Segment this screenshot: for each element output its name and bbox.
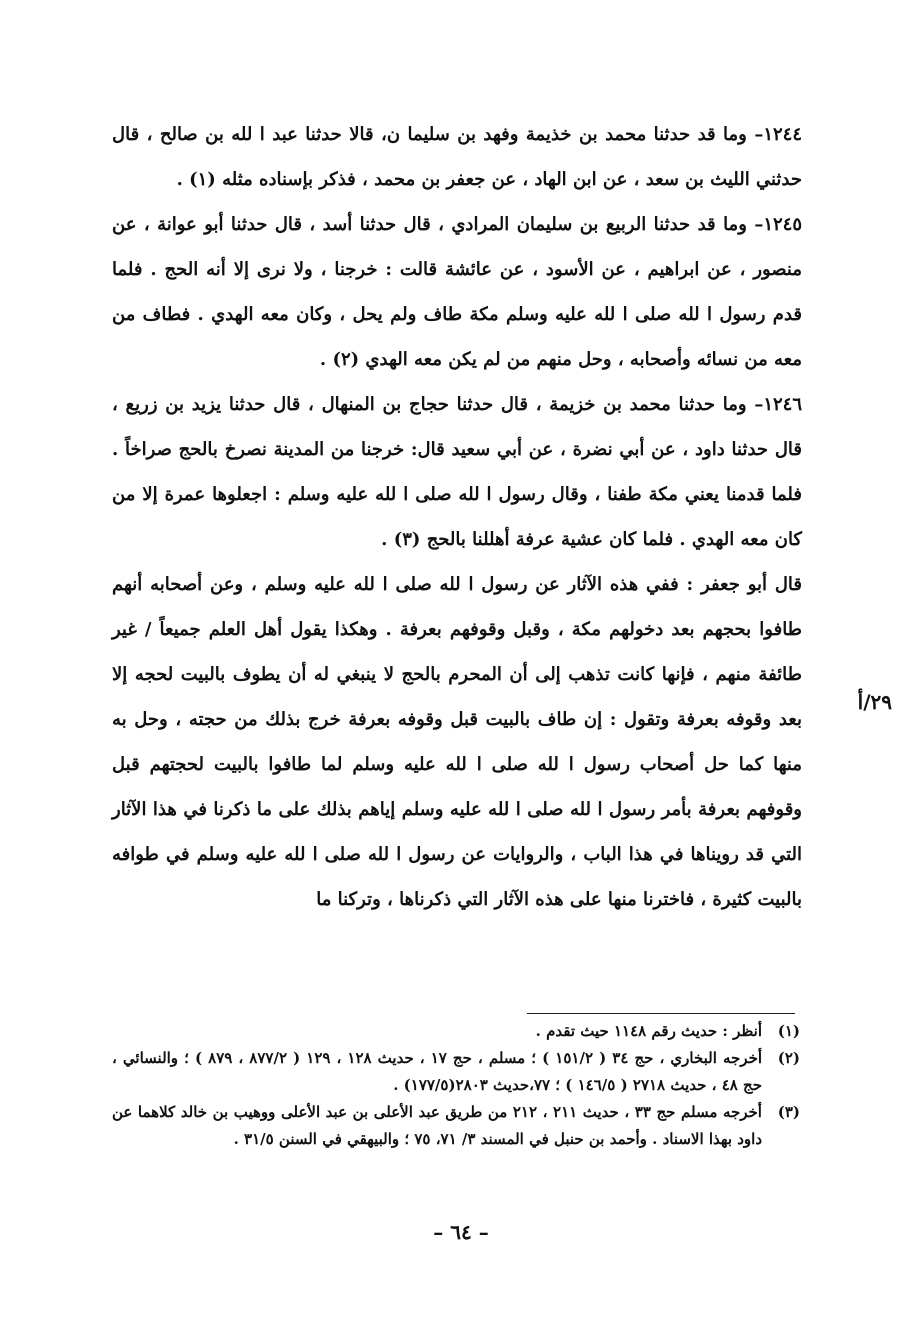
- footnote-1: [112, 1018, 800, 1045]
- footnote-2: [112, 1045, 800, 1099]
- hadith-number: ١٢٤٦–: [754, 394, 802, 415]
- footnote-3: [112, 1099, 800, 1153]
- hadith-number: ١٢٤٥–: [754, 214, 802, 235]
- footnote-text: أخرجه البخاري ، حج ٣٤ ( ١٥١/٢ ) ؛ مسلم ، حج ١٧ ، حديث ١٢٨ ، ١٢٩ ( ٨٧٧/٢ ، ٨٧٩ ) ؛ والنسائي ، حج ٤٨ ، حديث ٢٧١٨ ( ١٤٦/٥ ) ؛ ٧٧،حديث ٢٨٠٣(١٧٧/٥) .: [112, 1049, 763, 1094]
- hadith-paragraph-1246: [112, 382, 802, 562]
- footnote-marker: (٣): [777, 1103, 800, 1121]
- footnote-separator: [527, 1013, 795, 1014]
- footnote-marker: (٢): [777, 1049, 800, 1067]
- footnote-text: أنظر : حديث رقم ١١٤٨ حيث تقدم .: [535, 1022, 762, 1040]
- hadith-paragraph-1244: [112, 112, 802, 202]
- footnotes-section: [112, 1018, 800, 1153]
- hadith-number: ١٢٤٤–: [754, 124, 802, 145]
- hadith-text: وما قد حدثنا محمد بن خذيمة وفهد بن سليما ن، قالا حدثنا عبد ا لله بن صالح ، قال حدثني الليث بن سعد ، عن ابن الهاد ، عن جعفر بن محمد ، فذكر بإسناده مثله (١) .: [112, 124, 802, 190]
- commentary-text: قال أبو جعفر : ففي هذه الآثار عن رسول ا لله صلى ا لله عليه وسلم ، وعن أصحابه أنهم طافوا بحجهم بعد دخولهم مكة ، وقبل وقوفهم بعرفة . وهكذا يقول أهل العلم جميعاً / غير طائفة منهم ، فإنها كانت تذهب إلى أن المحرم بالحج لا ينبغي له أن يطوف بالبيت لحجه إلا بعد وقوفه بعرفة وتقول : إن طاف بالبيت قبل وقوفه بعرفة خرج بذلك من حجته ، وحل به منها كما حل أصحاب رسول ا لله صلى ا لله عليه وسلم لما طافوا بالبيت لحجتهم قبل وقوفهم بعرفة بأمر رسول ا لله صلى ا لله عليه وسلم إياهم بذلك على ما ذكرنا في هذا الآثار التي قد رويناها في هذا الباب ، والروايات عن رسول ا لله صلى ا لله عليه وسلم في طوافه بالبيت كثيرة ، فاخترنا منها على هذه الآثار التي ذكرناها ، وتركنا ما: [112, 574, 802, 910]
- hadith-text: وما حدثنا محمد بن خزيمة ، قال حدثنا حجاج بن المنهال ، قال حدثنا يزيد بن زريع ، قال حدثنا داود ، عن أبي نضرة ، عن أبي سعيد قال: خرجنا من المدينة نصرخ بالحج صراخاً . فلما قدمنا يعني مكة طفنا ، وقال رسول ا لله صلى ا لله عليه وسلم : اجعلوها عمرة إلا من كان معه الهدي . فلما كان عشية عرفة أهللنا بالحج (٣) .: [112, 394, 802, 550]
- footnote-marker: (١): [777, 1022, 800, 1040]
- page-number: – ٦٤ –: [433, 1220, 489, 1244]
- commentary-paragraph: [112, 562, 802, 922]
- hadith-text: وما قد حدثنا الربيع بن سليمان المرادي ، قال حدثنا أسد ، قال حدثنا أبو عوانة ، عن منصور ، عن ابراهيم ، عن الأسود ، عن عائشة قالت : خرجنا ، ولا نرى إلا أنه الحج . فلما قدم رسول ا لله صلى ا لله عليه وسلم مكة طاف ولم يحل ، وكان معه الهدي . فطاف من معه من نسائه وأصحابه ، وحل منهم من لم يكن معه الهدي (٢) .: [112, 214, 802, 370]
- hadith-paragraph-1245: [112, 202, 802, 382]
- footnote-text: أخرجه مسلم حج ٣٣ ، حديث ٢١١ ، ٢١٢ من طريق عبد الأعلى بن عبد الأعلى ووهيب بن خالد كلاهما عن داود بهذا الاسناد . وأحمد بن حنبل في المسند ٣/ ٧١، ٧٥ ؛ والبيهقي في السنن ٣١/٥ .: [112, 1103, 762, 1148]
- manuscript-folio-marker: ٢٩/أ: [857, 690, 892, 714]
- main-text-body: [112, 112, 802, 922]
